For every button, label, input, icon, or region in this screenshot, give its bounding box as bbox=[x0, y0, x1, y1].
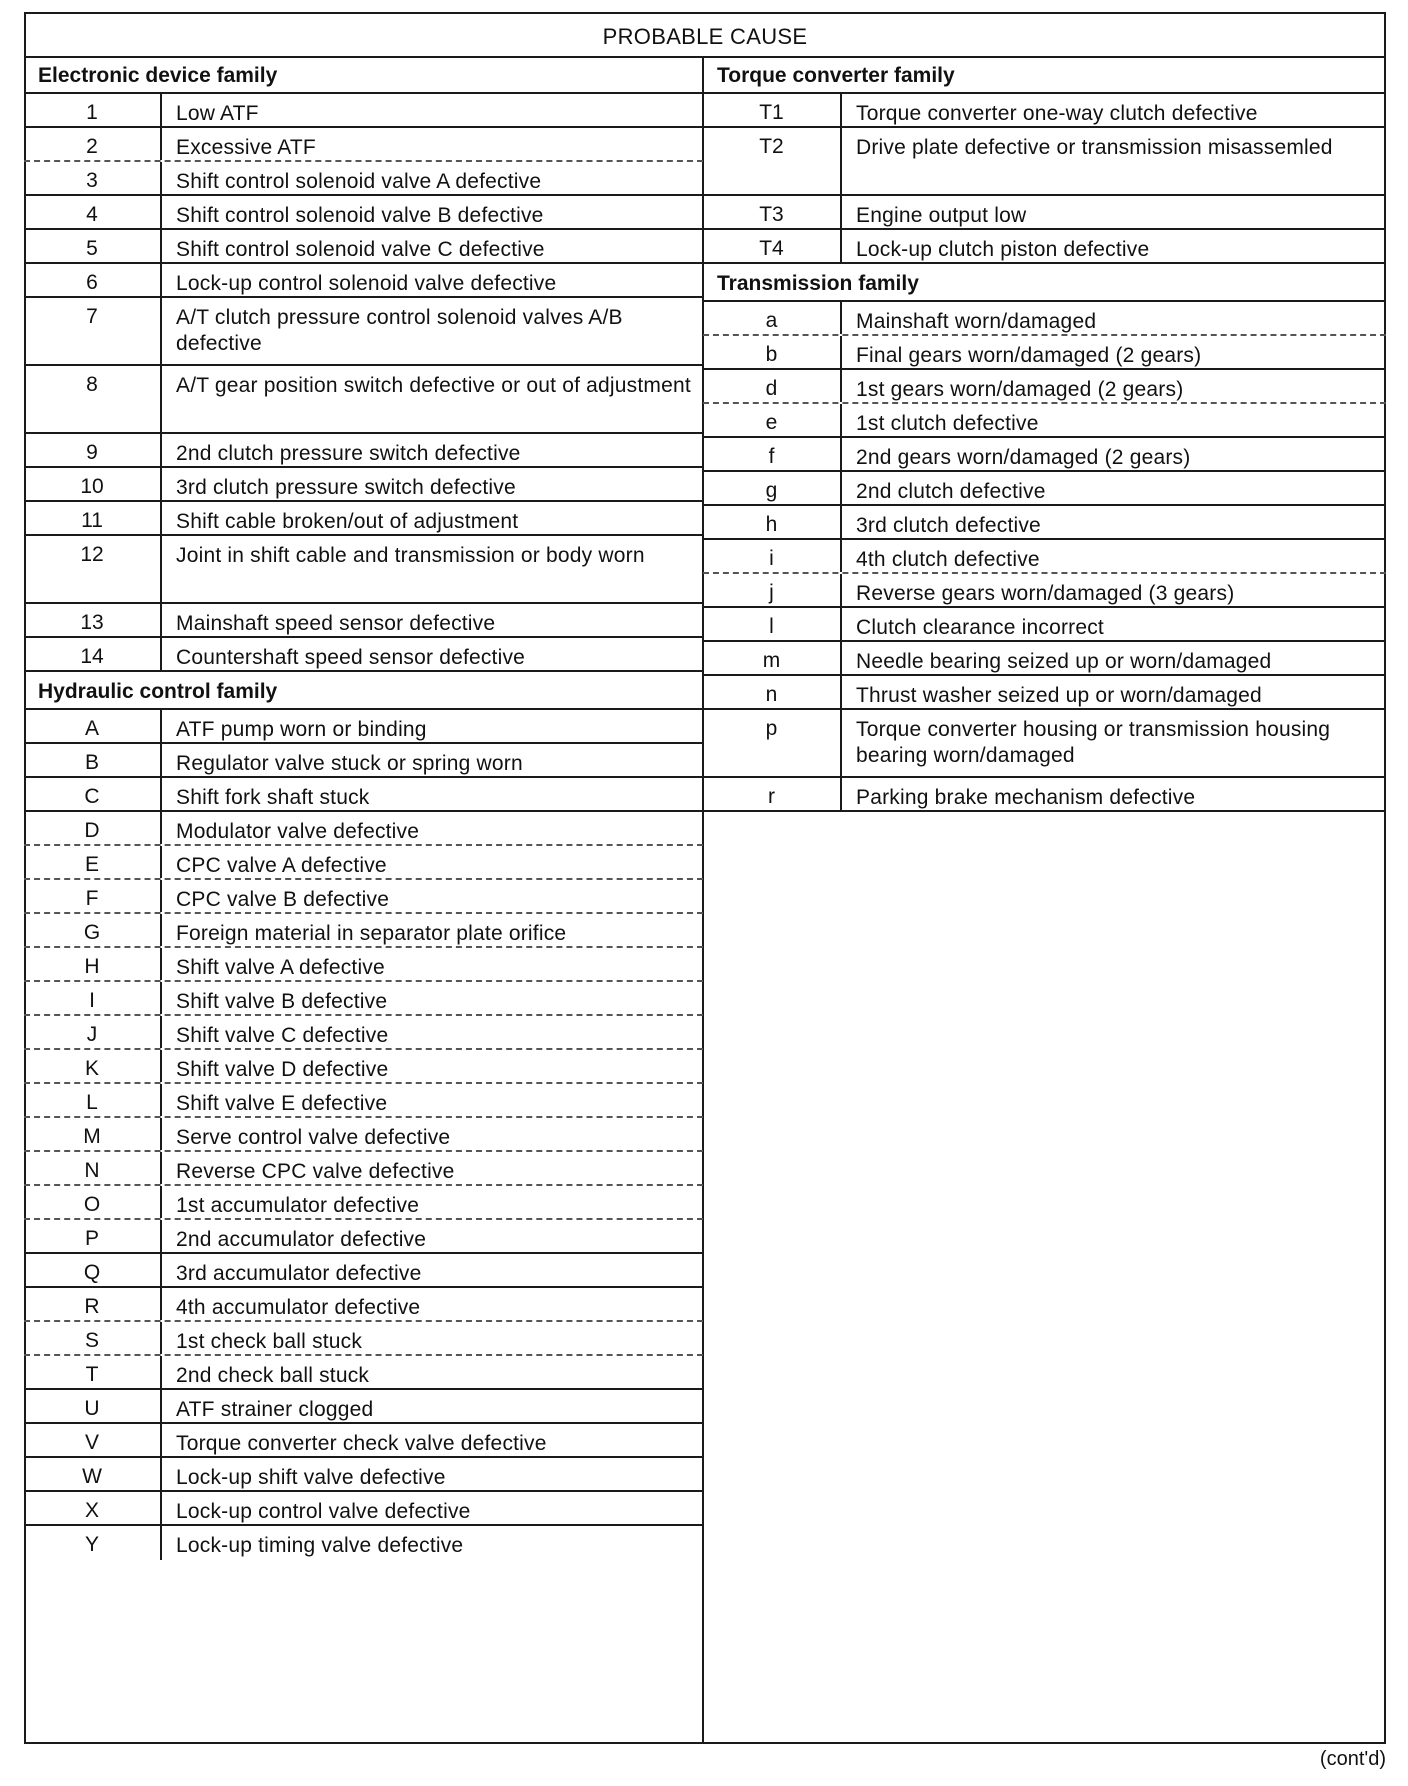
cause-description: Shift valve B defective bbox=[176, 990, 388, 1013]
cause-code: T bbox=[24, 1356, 162, 1388]
cause-code: 13 bbox=[24, 604, 162, 636]
cause-code: E bbox=[24, 846, 162, 878]
cause-code: p bbox=[703, 710, 842, 776]
cause-description: Torque converter check valve defective bbox=[176, 1432, 547, 1455]
cause-code: 4 bbox=[24, 196, 162, 228]
cause-code: a bbox=[703, 302, 842, 334]
table-row bbox=[24, 1424, 703, 1458]
cause-description: Countershaft speed sensor defective bbox=[176, 646, 526, 669]
right-column bbox=[703, 56, 1386, 812]
table-row bbox=[24, 604, 703, 638]
cause-description: 1st accumulator defective bbox=[176, 1194, 420, 1217]
table-row bbox=[703, 404, 1386, 438]
torque-converter-family-header: Torque converter family bbox=[703, 56, 1386, 94]
cause-code: S bbox=[24, 1322, 162, 1354]
electronic-family-rows bbox=[24, 94, 703, 672]
cause-code: X bbox=[24, 1492, 162, 1524]
cause-code: Y bbox=[24, 1526, 162, 1560]
probable-cause-page bbox=[24, 12, 1386, 1746]
table-row bbox=[24, 1356, 703, 1390]
cause-description: 1st gears worn/damaged (2 gears) bbox=[856, 378, 1184, 401]
table-row bbox=[24, 778, 703, 812]
table-row bbox=[703, 710, 1386, 778]
table-row bbox=[703, 506, 1386, 540]
cause-code: d bbox=[703, 370, 842, 402]
cause-code: M bbox=[24, 1118, 162, 1150]
cause-code: T4 bbox=[703, 230, 842, 262]
electronic-family-header: Electronic device family bbox=[24, 56, 703, 94]
table-row bbox=[24, 502, 703, 536]
table-row bbox=[703, 472, 1386, 506]
table-row bbox=[24, 536, 703, 604]
cause-code: D bbox=[24, 812, 162, 844]
cause-code: 7 bbox=[24, 298, 162, 364]
cause-code: e bbox=[703, 404, 842, 436]
table-row bbox=[703, 302, 1386, 336]
cause-code: N bbox=[24, 1152, 162, 1184]
hydraulic-family-header: Hydraulic control family bbox=[24, 672, 703, 710]
table-row bbox=[703, 438, 1386, 472]
cause-description: Shift cable broken/out of adjustment bbox=[176, 510, 519, 533]
cause-description: Clutch clearance incorrect bbox=[856, 616, 1104, 639]
cause-description: 3rd clutch defective bbox=[856, 514, 1041, 537]
hydraulic-family-rows bbox=[24, 710, 703, 1560]
transmission-family-header: Transmission family bbox=[703, 264, 1386, 302]
table-row bbox=[24, 94, 703, 128]
table-row bbox=[24, 366, 703, 434]
cause-description: Foreign material in separator plate orifice bbox=[176, 922, 567, 945]
table-row bbox=[24, 468, 703, 502]
table-row bbox=[24, 1220, 703, 1254]
table-row bbox=[24, 434, 703, 468]
cause-description: Reverse gears worn/damaged (3 gears) bbox=[856, 582, 1235, 605]
table-row bbox=[24, 710, 703, 744]
table-row bbox=[703, 642, 1386, 676]
table-row bbox=[24, 1322, 703, 1356]
table-row bbox=[703, 574, 1386, 608]
cause-code: H bbox=[24, 948, 162, 980]
cause-code: 9 bbox=[24, 434, 162, 466]
cause-code: n bbox=[703, 676, 842, 708]
cause-code: 3 bbox=[24, 162, 162, 194]
cause-description: 1st check ball stuck bbox=[176, 1330, 363, 1353]
table-row bbox=[703, 230, 1386, 264]
cause-code: 6 bbox=[24, 264, 162, 296]
cause-description: Modulator valve defective bbox=[176, 820, 420, 843]
cause-description: 1st clutch defective bbox=[856, 412, 1039, 435]
cause-description: Lock-up timing valve defective bbox=[176, 1534, 464, 1557]
cause-description: Joint in shift cable and transmission or body worn bbox=[176, 544, 645, 567]
table-row bbox=[24, 846, 703, 880]
cause-description: 2nd check ball stuck bbox=[176, 1364, 370, 1387]
cause-code: 14 bbox=[24, 638, 162, 670]
table-row bbox=[24, 1390, 703, 1424]
cause-code: T3 bbox=[703, 196, 842, 228]
cause-code: 1 bbox=[24, 94, 162, 126]
cause-code: A bbox=[24, 710, 162, 742]
cause-description: Torque converter one-way clutch defective bbox=[856, 102, 1258, 125]
cause-description: Shift control solenoid valve B defective bbox=[176, 204, 544, 227]
cause-code: l bbox=[703, 608, 842, 640]
cause-description: Shift valve C defective bbox=[176, 1024, 389, 1047]
cause-code: b bbox=[703, 336, 842, 368]
continued-note: (cont'd) bbox=[1319, 1748, 1386, 1770]
cause-code: 2 bbox=[24, 128, 162, 160]
cause-description: Serve control valve defective bbox=[176, 1126, 451, 1149]
table-row bbox=[24, 1152, 703, 1186]
cause-description: Low ATF bbox=[176, 102, 259, 125]
cause-code: O bbox=[24, 1186, 162, 1218]
cause-code: f bbox=[703, 438, 842, 470]
cause-description: Shift valve E defective bbox=[176, 1092, 388, 1115]
cause-description: A/T clutch pressure control solenoid valves A/B defective bbox=[176, 306, 623, 355]
transmission-family-rows bbox=[703, 302, 1386, 812]
cause-code: J bbox=[24, 1016, 162, 1048]
cause-code: r bbox=[703, 778, 842, 810]
table-row bbox=[24, 162, 703, 196]
cause-code: g bbox=[703, 472, 842, 504]
cause-description: Excessive ATF bbox=[176, 136, 316, 159]
table-row bbox=[703, 370, 1386, 404]
cause-description: 4th clutch defective bbox=[856, 548, 1040, 571]
cause-description: Mainshaft worn/damaged bbox=[856, 310, 1097, 333]
table-row bbox=[703, 336, 1386, 370]
cause-code: L bbox=[24, 1084, 162, 1116]
cause-code: 12 bbox=[24, 536, 162, 602]
cause-code: m bbox=[703, 642, 842, 674]
cause-description: Shift fork shaft stuck bbox=[176, 786, 370, 809]
cause-code: i bbox=[703, 540, 842, 572]
cause-code: B bbox=[24, 744, 162, 776]
table-row bbox=[24, 1492, 703, 1526]
table-row bbox=[703, 196, 1386, 230]
cause-description: 2nd clutch defective bbox=[856, 480, 1046, 503]
cause-description: ATF pump worn or binding bbox=[176, 718, 427, 741]
table-row bbox=[24, 1050, 703, 1084]
left-column bbox=[24, 56, 703, 1560]
cause-code: R bbox=[24, 1288, 162, 1320]
cause-description: 4th accumulator defective bbox=[176, 1296, 421, 1319]
table-row bbox=[703, 676, 1386, 710]
cause-description: ATF strainer clogged bbox=[176, 1398, 374, 1421]
cause-code: I bbox=[24, 982, 162, 1014]
cause-description: Needle bearing seized up or worn/damaged bbox=[856, 650, 1272, 673]
table-row bbox=[703, 778, 1386, 812]
table-row bbox=[24, 982, 703, 1016]
table-row bbox=[703, 94, 1386, 128]
cause-code: T1 bbox=[703, 94, 842, 126]
table-title: PROBABLE CAUSE bbox=[602, 24, 808, 49]
cause-description: Lock-up control valve defective bbox=[176, 1500, 471, 1523]
table-row bbox=[24, 1458, 703, 1492]
table-row bbox=[24, 1118, 703, 1152]
table-row bbox=[24, 128, 703, 162]
cause-description: Reverse CPC valve defective bbox=[176, 1160, 455, 1183]
cause-description: 2nd accumulator defective bbox=[176, 1228, 427, 1251]
table-row bbox=[24, 264, 703, 298]
cause-description: 3rd accumulator defective bbox=[176, 1262, 422, 1285]
table-row bbox=[703, 608, 1386, 642]
cause-code: V bbox=[24, 1424, 162, 1456]
cause-code: T2 bbox=[703, 128, 842, 194]
cause-code: 8 bbox=[24, 366, 162, 432]
table-row bbox=[24, 914, 703, 948]
cause-description: Shift valve D defective bbox=[176, 1058, 389, 1081]
torque-converter-family-rows bbox=[703, 94, 1386, 264]
cause-code: U bbox=[24, 1390, 162, 1422]
cause-code: F bbox=[24, 880, 162, 912]
table-row bbox=[24, 638, 703, 672]
cause-description: Regulator valve stuck or spring worn bbox=[176, 752, 523, 775]
cause-description: Drive plate defective or transmission misassemled bbox=[856, 136, 1333, 159]
cause-description: Shift control solenoid valve A defective bbox=[176, 170, 542, 193]
table-row bbox=[703, 540, 1386, 574]
cause-description: Lock-up clutch piston defective bbox=[856, 238, 1150, 261]
cause-description: 2nd gears worn/damaged (2 gears) bbox=[856, 446, 1191, 469]
cause-description: A/T gear position switch defective or out of adjustment bbox=[176, 374, 691, 397]
cause-code: 5 bbox=[24, 230, 162, 262]
table-row bbox=[24, 1016, 703, 1050]
table-row bbox=[24, 1084, 703, 1118]
table-row bbox=[24, 880, 703, 914]
cause-description: 2nd clutch pressure switch defective bbox=[176, 442, 521, 465]
cause-description: Torque converter housing or transmission housing bearing worn/damaged bbox=[856, 718, 1331, 767]
table-row bbox=[24, 298, 703, 366]
table-row bbox=[24, 196, 703, 230]
table-row bbox=[24, 1288, 703, 1322]
cause-code: W bbox=[24, 1458, 162, 1490]
cause-description: Mainshaft speed sensor defective bbox=[176, 612, 496, 635]
cause-code: K bbox=[24, 1050, 162, 1082]
cause-code: Q bbox=[24, 1254, 162, 1286]
cause-description: Lock-up shift valve defective bbox=[176, 1466, 446, 1489]
cause-description: CPC valve A defective bbox=[176, 854, 387, 877]
cause-code: 10 bbox=[24, 468, 162, 500]
cause-code: C bbox=[24, 778, 162, 810]
cause-description: Shift control solenoid valve C defective bbox=[176, 238, 545, 261]
cause-code: j bbox=[703, 574, 842, 606]
cause-description: Parking brake mechanism defective bbox=[856, 786, 1196, 809]
table-row bbox=[24, 948, 703, 982]
table-row bbox=[24, 812, 703, 846]
cause-description: Thrust washer seized up or worn/damaged bbox=[856, 684, 1262, 707]
table-row bbox=[703, 128, 1386, 196]
cause-code: 11 bbox=[24, 502, 162, 534]
cause-description: Engine output low bbox=[856, 204, 1027, 227]
cause-description: 3rd clutch pressure switch defective bbox=[176, 476, 516, 499]
table-row bbox=[24, 1186, 703, 1220]
table-row bbox=[24, 1254, 703, 1288]
cause-code: h bbox=[703, 506, 842, 538]
cause-code: G bbox=[24, 914, 162, 946]
cause-description: Lock-up control solenoid valve defective bbox=[176, 272, 557, 295]
cause-description: CPC valve B defective bbox=[176, 888, 390, 911]
cause-code: P bbox=[24, 1220, 162, 1252]
table-row bbox=[24, 744, 703, 778]
table-row bbox=[24, 1526, 703, 1560]
cause-description: Shift valve A defective bbox=[176, 956, 385, 979]
cause-description: Final gears worn/damaged (2 gears) bbox=[856, 344, 1202, 367]
table-row bbox=[24, 230, 703, 264]
